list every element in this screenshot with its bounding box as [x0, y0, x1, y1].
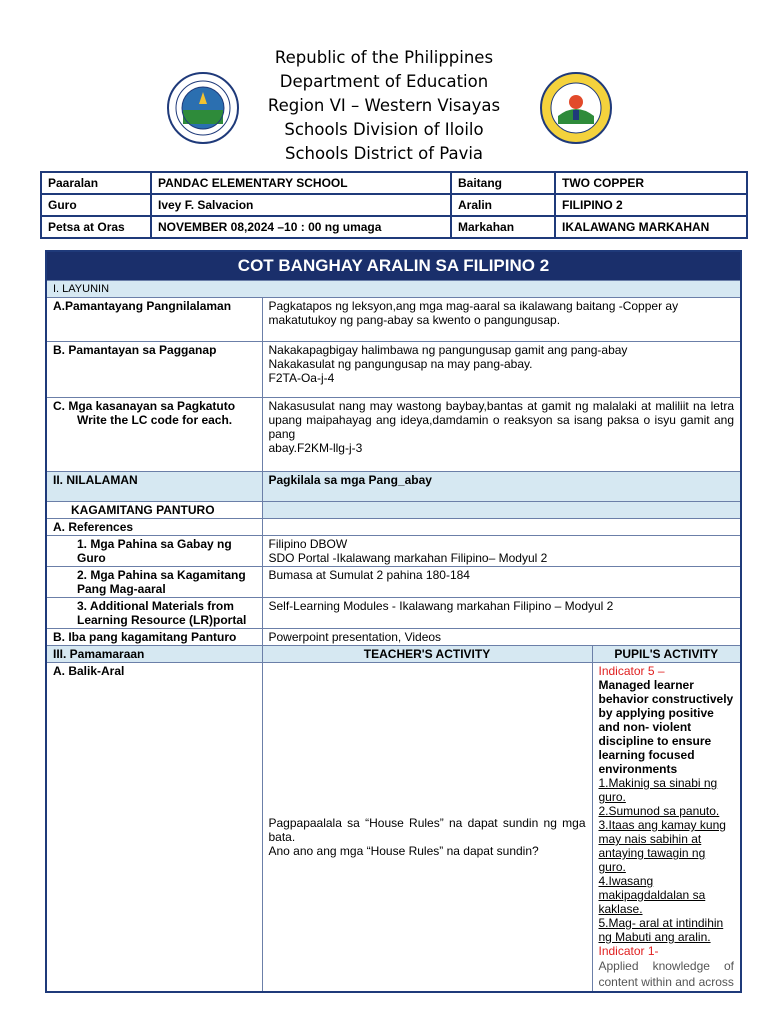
objective-a-text: Pagkatapos ng leksyon,ang mga mag-aaral sa ikalawang baitang -Copper ay makatutukoy ng pang-abay sa kwento o pangungusap.	[262, 298, 741, 342]
pupil-activity-heading: PUPIL'S ACTIVITY	[592, 646, 741, 663]
objective-b-cell	[262, 342, 741, 398]
house-rule-4: 4.Iwasang makipagdaldalan sa kaklase.	[598, 874, 706, 916]
objective-b-line3: F2TA-Oa-j-4	[268, 371, 335, 385]
references-heading: A. References	[46, 519, 262, 536]
objective-c-note: Write the LC code for each.	[77, 413, 233, 427]
objective-a-label: A.Pamantayang Pangnilalaman	[46, 298, 262, 342]
date-value: NOVEMBER 08,2024 –10 : 00 ng umaga	[151, 216, 451, 238]
ref1-cell	[262, 536, 741, 567]
teacher-label: Guro	[41, 194, 151, 216]
lesson-plan-table	[45, 250, 742, 993]
document-header	[0, 46, 768, 166]
references-empty	[262, 519, 741, 536]
house-rule-1: 1.Makinig sa sinabi ng guro.	[598, 776, 718, 804]
subject-label: Aralin	[451, 194, 555, 216]
teacher-activity-line2: Ano ano ang mga “House Rules” na dapat sundin?	[268, 843, 539, 858]
house-rule-2: 2.Sumunod sa panuto.	[598, 804, 720, 818]
indicator1-text: Applied knowledge of content within and across	[598, 959, 734, 989]
quarter-label: Markahan	[451, 216, 555, 238]
objective-c-code: abay.F2KM-llg-j-3	[268, 441, 363, 455]
header-line-republic: Republic of the Philippines	[274, 48, 494, 67]
ref3-text: Self-Learning Modules - Ikalawang markahan Filipino – Modyul 2	[262, 598, 741, 629]
objective-c-text: Nakasusulat nang may wastong baybay,bantas at gamit ng malalaki at maliliit na letra upang maipahayag ang ideya,damdamin o reaksyon sa isang paksa o isyu gamit ang pang	[268, 399, 734, 441]
ref2-text: Bumasa at Sumulat 2 pahina 180-184	[262, 567, 741, 598]
ref1-line1: Filipino DBOW	[268, 537, 348, 551]
teacher-activity-heading: TEACHER'S ACTIVITY	[262, 646, 592, 663]
teacher-activity-line1: Pagpapaalala sa “House Rules” na dapat sundin ng mga bata.	[268, 815, 586, 844]
objective-b-label: B. Pamantayan sa Pagganap	[46, 342, 262, 398]
teacher-activity-cell	[262, 663, 592, 993]
house-rule-5: 5.Mag- aral at intindihin ng Mabuti ang aralin.	[598, 916, 724, 944]
objective-b-line2: Nakakasulat ng pangungusap na may pang-abay.	[268, 357, 533, 371]
section-pamamaraan: III. Pamamaraan	[46, 646, 262, 663]
ref3-label: 3. Additional Materials from Learning Resource (LR)portal	[46, 598, 262, 629]
pupil-activity-cell	[592, 663, 741, 993]
objective-c-label: C. Mga kasanayan sa Pagkatuto	[53, 399, 236, 413]
indicator1-title: Indicator 1-	[598, 944, 659, 958]
header-line-district: Schools District of Pavia	[284, 144, 484, 163]
house-rule-3: 3.Itaas ang kamay kung may nais sabihin at antaying tawagin ng guro.	[598, 818, 726, 874]
quarter-value: IKALAWANG MARKAHAN	[555, 216, 747, 238]
lesson-banner: COT BANGHAY ARALIN SA FILIPINO 2	[46, 251, 741, 281]
deped-seal-icon	[167, 72, 239, 144]
header-line-division: Schools Division of Iloilo	[284, 120, 484, 139]
info-table	[40, 171, 748, 239]
kagamitan-heading: KAGAMITANG PANTURO	[46, 502, 262, 519]
nilalaman-text: Pagkilala sa mga Pang_abay	[262, 472, 741, 502]
objective-b-line1: Nakakapagbigay halimbawa ng pangungusap gamit ang pang-abay	[268, 343, 628, 357]
teacher-value: Ivey F. Salvacion	[151, 194, 451, 216]
header-line-department: Department of Education	[279, 72, 489, 91]
grade-value: TWO COPPER	[555, 172, 747, 194]
school-seal-icon	[540, 72, 612, 144]
ref1-line2: SDO Portal -Ikalawang markahan Filipino– Modyul 2	[268, 551, 548, 565]
section-nilalaman: II. NILALAMAN	[46, 472, 262, 502]
subject-value: FILIPINO 2	[555, 194, 747, 216]
school-label: Paaralan	[41, 172, 151, 194]
indicator5-title: Indicator 5 –	[598, 664, 665, 678]
ref2-label: 2. Mga Pahina sa Kagamitang Pang Mag-aaral	[46, 567, 262, 598]
objective-c-label-cell	[46, 398, 262, 472]
balik-aral-label: A. Balik-Aral	[46, 663, 262, 993]
objective-c-cell	[262, 398, 741, 472]
ref1-label: 1. Mga Pahina sa Gabay ng Guro	[46, 536, 262, 567]
section-layunin: I. LAYUNIN	[46, 281, 741, 298]
school-value: PANDAC ELEMENTARY SCHOOL	[151, 172, 451, 194]
date-label: Petsa at Oras	[41, 216, 151, 238]
refb-text: Powerpoint presentation, Videos	[262, 629, 741, 646]
indicator5-text: Managed learner behavior constructively by applying positive and non- violent discipline to ensure learning focused environments	[598, 678, 734, 776]
kagamitan-empty	[262, 502, 741, 519]
grade-label: Baitang	[451, 172, 555, 194]
header-line-region: Region VI – Western Visayas	[267, 96, 501, 115]
refb-label: B. Iba pang kagamitang Panturo	[46, 629, 262, 646]
